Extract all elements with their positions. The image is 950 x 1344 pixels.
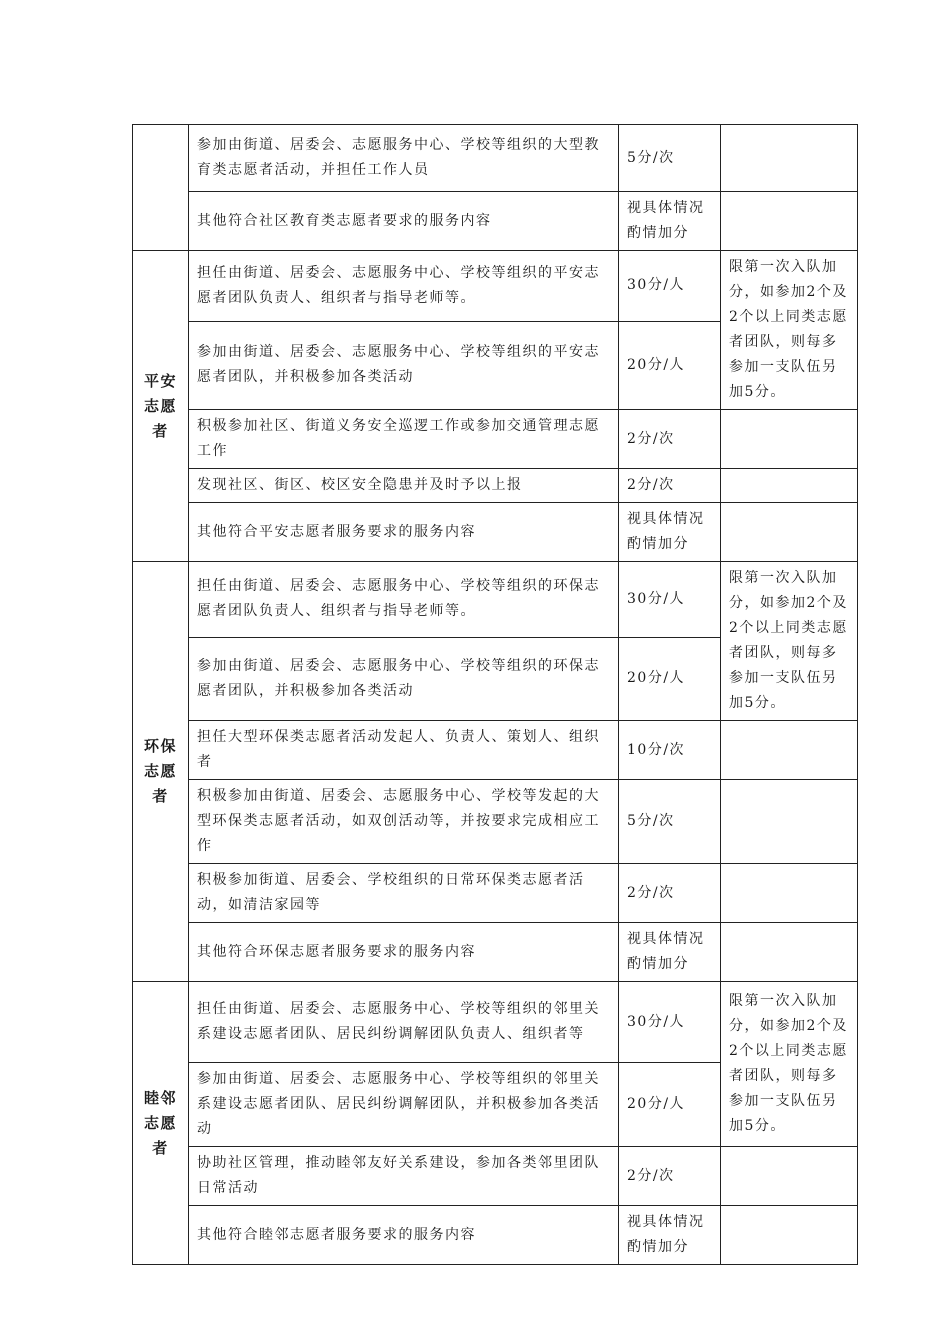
- item-description: 参加由街道、居委会、志愿服务中心、学校等组织的环保志愿者团队，并积极参加各类活动: [189, 637, 619, 720]
- item-description: 参加由街道、居委会、志愿服务中心、学校等组织的平安志愿者团队，并积极参加各类活动: [189, 321, 619, 409]
- item-score: 视具体情况酌情加分: [619, 923, 721, 982]
- item-score: 2分/次: [619, 864, 721, 923]
- item-description: 担任由街道、居委会、志愿服务中心、学校等组织的平安志愿者团队负责人、组织者与指导老师等。: [189, 251, 619, 322]
- item-description: 担任由街道、居委会、志愿服务中心、学校等组织的环保志愿者团队负责人、组织者与指导老师等。: [189, 562, 619, 638]
- item-score: 视具体情况酌情加分: [619, 503, 721, 562]
- volunteer-score-table: [132, 124, 858, 1265]
- item-note: 限第一次入队加分，如参加2个及2个以上同类志愿者团队，则每多参加一支队伍另加5分。: [721, 562, 858, 721]
- item-description: 其他符合环保志愿者服务要求的服务内容: [189, 923, 619, 982]
- item-description: 其他符合睦邻志愿者服务要求的服务内容: [189, 1206, 619, 1265]
- item-score: 2分/次: [619, 1147, 721, 1206]
- table-row: [133, 503, 858, 562]
- item-score: 5分/次: [619, 125, 721, 192]
- item-score: 30分/人: [619, 562, 721, 638]
- item-score: 5分/次: [619, 780, 721, 864]
- item-note: [721, 864, 858, 923]
- table-row: [133, 562, 858, 638]
- item-description: 协助社区管理，推动睦邻友好关系建设，参加各类邻里团队日常活动: [189, 1147, 619, 1206]
- item-description: 发现社区、街区、校区安全隐患并及时予以上报: [189, 469, 619, 503]
- item-note: [721, 192, 858, 251]
- item-score: 视具体情况酌情加分: [619, 1206, 721, 1265]
- table-row: [133, 923, 858, 982]
- category-cell: 环保志愿者: [133, 562, 189, 982]
- category-cell: 睦邻志愿者: [133, 982, 189, 1265]
- item-score: 30分/人: [619, 251, 721, 322]
- item-description: 担任由街道、居委会、志愿服务中心、学校等组织的邻里关系建设志愿者团队、居民纠纷调解团队负责人、组织者等: [189, 982, 619, 1063]
- item-description: 积极参加由街道、居委会、志愿服务中心、学校等发起的大型环保类志愿者活动，如双创活动等，并按要求完成相应工作: [189, 780, 619, 864]
- table-row: [133, 469, 858, 503]
- table-row: [133, 1147, 858, 1206]
- item-score: 2分/次: [619, 469, 721, 503]
- category-cell: 平安志愿者: [133, 251, 189, 562]
- item-score: 20分/人: [619, 637, 721, 720]
- item-score: 20分/人: [619, 321, 721, 409]
- item-score: 30分/人: [619, 982, 721, 1063]
- item-note: [721, 469, 858, 503]
- table-row: [133, 125, 858, 192]
- category-cell: [133, 125, 189, 251]
- item-description: 积极参加街道、居委会、学校组织的日常环保类志愿者活动，如清洁家园等: [189, 864, 619, 923]
- table-row: [133, 410, 858, 469]
- item-note: [721, 923, 858, 982]
- item-score: 视具体情况酌情加分: [619, 192, 721, 251]
- item-note: [721, 721, 858, 780]
- item-description: 其他符合社区教育类志愿者要求的服务内容: [189, 192, 619, 251]
- item-description: 参加由街道、居委会、志愿服务中心、学校等组织的大型教育类志愿者活动，并担任工作人员: [189, 125, 619, 192]
- item-note: [721, 1206, 858, 1265]
- table-row: [133, 721, 858, 780]
- item-description: 其他符合平安志愿者服务要求的服务内容: [189, 503, 619, 562]
- table-row: [133, 780, 858, 864]
- item-score: 10分/次: [619, 721, 721, 780]
- table-row: [133, 982, 858, 1063]
- item-note: [721, 410, 858, 469]
- item-note: [721, 503, 858, 562]
- item-score: 2分/次: [619, 410, 721, 469]
- item-note: 限第一次入队加分，如参加2个及2个以上同类志愿者团队，则每多参加一支队伍另加5分。: [721, 251, 858, 410]
- item-score: 20分/人: [619, 1063, 721, 1147]
- table-row: [133, 864, 858, 923]
- item-description: 参加由街道、居委会、志愿服务中心、学校等组织的邻里关系建设志愿者团队、居民纠纷调解团队，并积极参加各类活动: [189, 1063, 619, 1147]
- table-row: [133, 1206, 858, 1265]
- item-description: 积极参加社区、街道义务安全巡逻工作或参加交通管理志愿工作: [189, 410, 619, 469]
- table-row: [133, 192, 858, 251]
- table-row: [133, 251, 858, 322]
- item-note: [721, 125, 858, 192]
- item-note: [721, 1147, 858, 1206]
- item-note: 限第一次入队加分，如参加2个及2个以上同类志愿者团队，则每多参加一支队伍另加5分。: [721, 982, 858, 1147]
- item-note: [721, 780, 858, 864]
- item-description: 担任大型环保类志愿者活动发起人、负责人、策划人、组织者: [189, 721, 619, 780]
